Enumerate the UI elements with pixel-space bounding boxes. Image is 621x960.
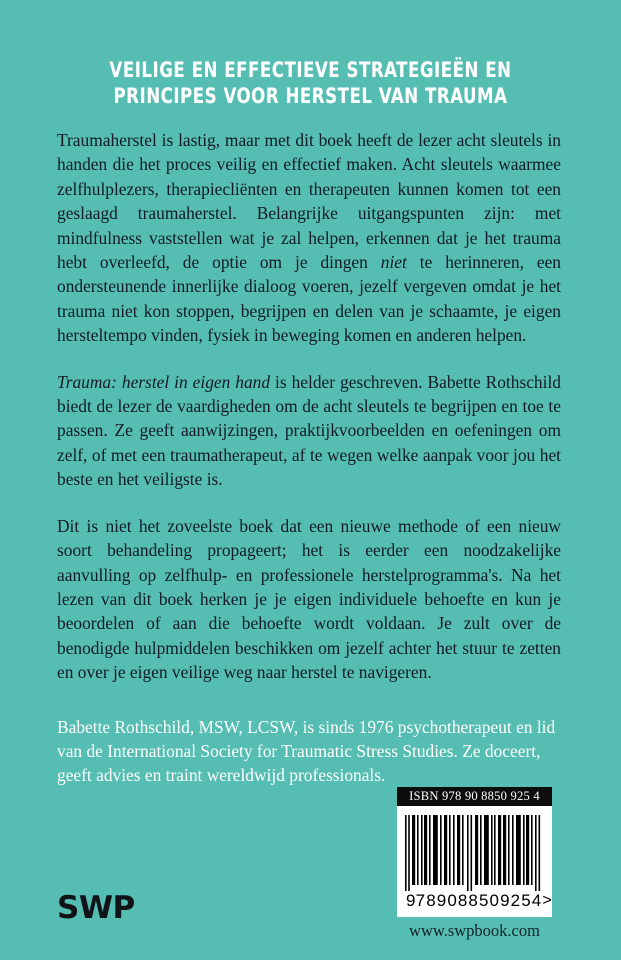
barcode-digit-left: 9 — [406, 891, 416, 910]
blurb-p1-emphasis: niet — [380, 252, 407, 273]
publisher-logo: SWP — [57, 890, 135, 926]
barcode-digit-group-2: 509254 — [478, 891, 543, 910]
publisher-website: www.swpbook.com — [409, 921, 540, 940]
barcode-digits — [405, 891, 552, 913]
blurb-paragraph-2 — [57, 370, 561, 492]
page-title — [43, 58, 577, 110]
isbn-barcode-block — [397, 787, 552, 917]
blurb-p2-text: is helder geschreven. Babette Rothschild biedt de lezer de vaardigheden om de acht sleutels te begrijpen en toe te passen. Ze geeft aanwijzingen, praktijkvoorbeelden en oefeningen om zelf, of met een traumatherapeut, af te wegen welke aanpak voor jou het beste en het veiligste is. — [57, 371, 561, 490]
isbn-label: ISBN 978 90 8850 925 4 — [397, 787, 552, 806]
blurb-p1-text-part-2: te herinneren, een ondersteunende innerlijke dialoog voeren, jezelf vergeven omdat je het trauma niet kon stoppen, begrijpen en delen van je schaamte, je eigen hersteltempo vinden, fysiek in beweging komen en anderen helpen. — [57, 252, 561, 346]
headline-line-1: VEILIGE EN EFFECTIEVE STRATEGIEËN EN — [109, 58, 512, 83]
headline-line-2: PRINCIPES VOOR HERSTEL VAN TRAUMA — [113, 84, 508, 109]
barcode-digit-group-1: 789088 — [415, 891, 479, 910]
blurb-p1-text-part-1: Traumaherstel is lastig, maar met dit boek heeft de lezer acht sleutels in handen die het proces veilig en effectief maken. Acht sleutels waarmee zelfhulplezers, therapiecliënten en therapeuten kunnen komen tot een geslaagd traumaherstel. Belangrijke uitgangspunten zijn: met mindfulness vaststellen wat je zal helpen, erkennen dat je het trauma hebt overleefd, de optie om je dingen — [57, 130, 561, 273]
book-title-italic: Trauma: herstel in eigen hand — [57, 371, 271, 392]
blurb-paragraph-1 — [57, 128, 561, 348]
author-bio: Babette Rothschild, MSW, LCSW, is sinds 1976 psychotherapeut en lid van de International Society for Traumatic Stress Studies. Ze doceert, geeft advies en traint wereldwijd professionals. — [57, 716, 556, 786]
blurb-column — [57, 128, 561, 788]
blurb-paragraph-3: Dit is niet het zoveelste boek dat een nieuwe methode of een nieuw soort behandeling propageert; het is eerder een noodzakelijke aanvulling op zelfhulp- en professionele herstelprogramma's. Na het lezen van dit boek herken je je eigen individuele behoefte en kun je beoordelen of aan die behoefte wordt voldaan. Je zult over de benodigde hulpmiddelen beschikken om jezelf achter het stuur te zetten en over je eigen veilige weg naar herstel te navigeren. — [57, 515, 561, 683]
barcode-area — [397, 806, 552, 917]
barcode-digit-end: > — [542, 892, 552, 909]
barcode-bars-icon — [405, 815, 544, 891]
